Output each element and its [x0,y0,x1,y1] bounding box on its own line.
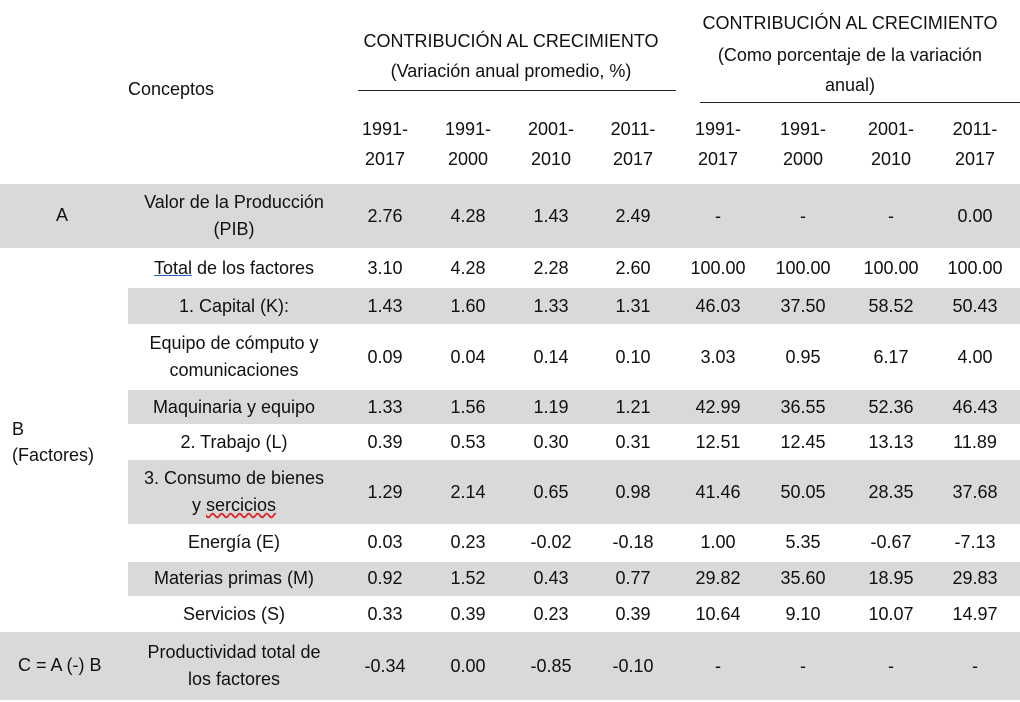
value-cell: 41.46 [695,481,741,502]
value-cell: 11.89 [953,431,997,452]
value-cell: 10.07 [868,603,914,624]
group-C-label: C = A (-) B [18,655,102,675]
value-cell: -0.34 [364,655,406,676]
value-cell: 100.00 [690,257,746,278]
value-cell: 46.03 [695,295,741,316]
value-cell: 0.33 [367,603,403,624]
value-cell: 1.00 [700,531,736,552]
value-cell: 10.64 [695,603,741,624]
value-cell: 0.92 [367,567,403,588]
year-col-7: 2001- 2010 [867,119,915,169]
value-cell: 2.14 [450,481,486,502]
row-label-line-1: Energía (E) [187,531,281,552]
row-label-line-1: Productividad total de [147,642,321,662]
row-label-line-1: 1. Capital (K): [178,295,290,316]
value-cell: -0.02 [530,531,572,552]
row-label [128,424,340,460]
row-label [128,288,340,324]
value-cell: 18.95 [868,567,914,588]
concepts-header: Conceptos [128,79,215,99]
value-cell: 50.43 [952,295,998,316]
value-cell: 9.10 [785,603,821,624]
row-label [128,524,340,560]
row-label-line-2: los factores [187,669,281,689]
value-cell: 0.00 [450,655,486,676]
value-cell: 35.60 [780,567,826,588]
year-col-6: 1991- 2000 [779,119,827,169]
value-cell: -0.85 [530,655,572,676]
value-cell: 100.00 [947,257,1003,278]
value-cell: 0.23 [533,603,569,624]
row-label [128,184,340,248]
value-cell: 0.31 [615,431,651,452]
row-label [128,324,340,390]
value-cell: 0.04 [450,346,486,367]
value-cell: 0.53 [450,431,486,452]
value-cell: 0.77 [615,567,651,588]
row-label-line-1: Materias primas (M) [153,567,314,588]
value-cell: 6.17 [873,346,909,367]
value-cell: 0.43 [533,567,569,588]
value-cell: 1.21 [615,396,651,417]
value-cell: 46.43 [952,396,998,417]
value-cell: 42.99 [695,396,741,417]
value-cell: - [715,205,721,226]
value-cell: -7.13 [954,531,996,552]
spellcheck-word: Total [153,257,192,278]
value-cell: - [888,655,894,676]
value-cell: -0.10 [612,655,654,676]
value-cell: 3.03 [700,346,736,367]
value-cell: 4.28 [450,257,486,278]
row-label-line-1: 2. Trabajo (L) [180,431,288,452]
value-cell: 37.68 [952,481,998,502]
group2-subtitle-2: anual) [824,75,876,95]
value-cell: 0.23 [450,531,486,552]
value-cell: 13.13 [868,431,914,452]
value-cell: 1.60 [450,295,486,316]
row-label-line-1: 3. Consumo de bienes [143,468,325,488]
value-cell: 2.60 [615,257,651,278]
value-cell: 0.30 [533,431,569,452]
value-cell: 2.49 [615,205,651,226]
value-cell: 36.55 [780,396,826,417]
row-label [128,596,340,632]
value-cell: 5.35 [785,531,821,552]
value-cell: - [888,205,894,226]
value-cell: 28.35 [868,481,914,502]
value-cell: 0.95 [785,346,821,367]
value-cell: 52.36 [868,396,914,417]
group2-subtitle-1: (Como porcentaje de la variación [717,45,983,65]
value-cell: 1.43 [367,295,403,316]
row-label-line-2: y sercicios [191,495,277,515]
value-cell: 100.00 [863,257,919,278]
value-cell: 58.52 [868,295,914,316]
value-cell: 3.10 [367,257,403,278]
value-cell: 2.76 [367,205,403,226]
value-cell: 14.97 [952,603,998,624]
value-cell: 50.05 [780,481,826,502]
value-cell: 1.29 [367,481,403,502]
group-A-label: A [56,205,69,225]
value-cell: 0.39 [367,431,403,452]
row-label-line-2: (PIB) [213,219,255,239]
row-label [128,250,340,286]
year-col-1: 1991- 2017 [361,119,409,169]
value-cell: 2.28 [533,257,569,278]
value-cell: 1.33 [367,396,403,417]
misspelled-word: sercicios [206,495,277,515]
value-cell: 1.52 [450,567,486,588]
year-col-8: 2011- 2017 [952,119,998,169]
year-col-4: 2011- 2017 [610,119,656,169]
value-cell: 0.03 [367,531,403,552]
value-cell: -0.67 [870,531,912,552]
row-label [128,560,340,596]
value-cell: 1.56 [450,396,486,417]
value-cell: - [972,655,978,676]
value-cell: 1.31 [615,295,651,316]
row-label [128,632,340,700]
value-cell: 4.28 [450,205,486,226]
value-cell: 0.14 [533,346,569,367]
value-cell: 0.65 [533,481,569,502]
group-B-label-1: B [12,419,25,439]
value-cell: -0.18 [612,531,654,552]
row-label-line-1: Servicios (S) [182,603,285,624]
value-cell: 1.33 [533,295,569,316]
year-col-3: 2001- 2010 [527,119,575,169]
group2-rule [700,102,1020,103]
value-cell: 12.51 [695,431,741,452]
value-cell: - [800,205,806,226]
value-cell: 29.82 [695,567,741,588]
year-col-5: 1991- 2017 [694,119,742,169]
value-cell: 0.98 [615,481,651,502]
value-cell: 4.00 [957,346,993,367]
row-label-line-1: Total de los factores [153,257,315,278]
row-label [128,390,340,424]
value-cell: 100.00 [775,257,831,278]
value-cell: 0.10 [615,346,651,367]
group1-rule [358,90,676,91]
value-cell: 1.43 [533,205,569,226]
value-cell: 1.19 [533,396,569,417]
value-cell: 0.09 [367,346,403,367]
value-cell: 0.00 [957,205,993,226]
value-cell: 0.39 [450,603,486,624]
year-col-2: 1991- 2000 [444,119,492,169]
row-label-line-2: comunicaciones [169,360,299,380]
value-cell: 29.83 [952,567,998,588]
row-label-line-1: Maquinaria y equipo [152,396,316,417]
row-label-line-1: Equipo de cómputo y [149,333,319,353]
group2-title: CONTRIBUCIÓN AL CRECIMIENTO [702,13,998,33]
row-label-line-1: Valor de la Producción [144,192,324,212]
value-cell: 37.50 [780,295,826,316]
value-cell: - [800,655,806,676]
group-B-label-2: (Factores) [12,445,95,465]
value-cell: 0.39 [615,603,651,624]
group1-title: CONTRIBUCIÓN AL CRECIMIENTO [363,31,659,51]
value-cell: 12.45 [780,431,826,452]
group1-subtitle: (Variación anual promedio, %) [390,61,632,81]
value-cell: - [715,655,721,676]
row-label [128,460,340,524]
